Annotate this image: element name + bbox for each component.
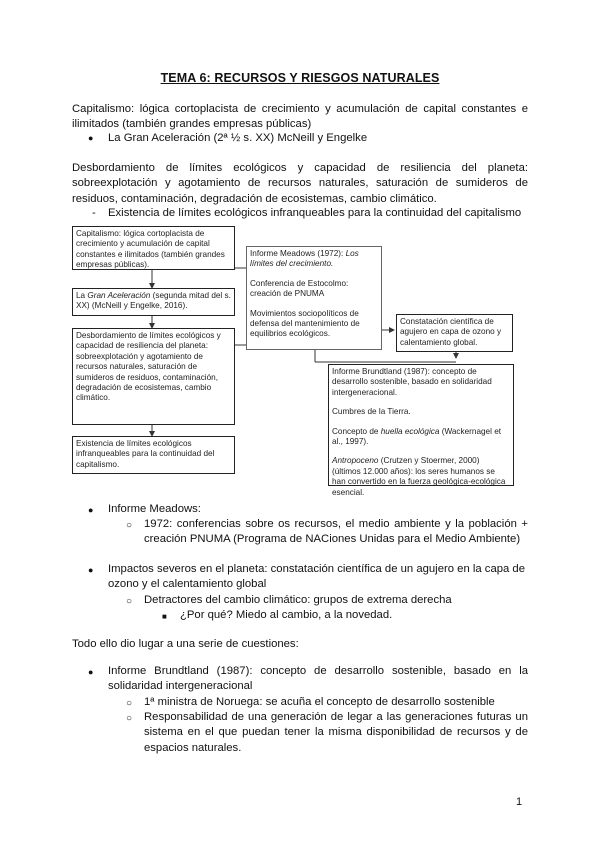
porque-item: ¿Por qué? Miedo al cambio, a la novedad. [180,609,393,621]
huella-pre: Concepto de [332,426,381,436]
diagram-box-brundtland [328,364,514,497]
ministra-item: 1ª ministra de Noruega: se acuña el concepto de desarrollo sostenible [144,696,495,708]
box2-pre: La [76,291,88,300]
box-meadows-text [250,249,378,270]
box2-post: (segunda mitad del s. XX) (McNeill y Engelke, 2016). [76,291,231,311]
limites-item: Existencia de límites ecológicos infranqueables para la continuidad del capitalismo [108,207,522,219]
page-number: 1 [516,796,523,808]
box-antropoceno-text [332,456,510,498]
meadows-item: Informe Meadows: [108,503,201,515]
bullet-marker: ● [88,667,94,677]
box2-em: Gran Aceleración [87,291,151,300]
diagram-box-meadows [246,246,382,350]
desbordamiento-paragraph: Desbordamiento de límites ecológicos y capacidad de resiliencia del planeta: sobreexplotación y agotamiento de recursos naturales, saturación de sumideros de residuos, contaminación, degradación de ecosistemas, cambio climático. [72,162,528,205]
brundtland-item: Informe Brundtland (1987): concepto de desarrollo sostenible, basado en la solidaridad intergeneracional [108,665,528,693]
bullet-marker: ● [88,565,94,575]
meadows-sub-item: 1972: conferencias sobre os recursos, el medio ambiente y la población + creación PNUMA (Programa de NACiones Unidas para el Medio Ambiente) [144,518,528,546]
square-marker: ■ [162,612,167,621]
antro-post: (Crutzen y Stoermer, 2000) (últimos 12.000 años): los seres humanos se han convertido en la fuerza geológica-ecológica esencial. [332,456,506,497]
impactos-item: Impactos severos en el planeta: constatación científica de un agujero en la capa de ozono y el calentamiento global [108,563,525,591]
box-gran-aceleracion-text [76,291,231,312]
box-capitalismo-text: Capitalismo: lógica cortoplacista de crecimiento y acumulación de capital constantes e ilimitados (también grandes empresas públicas). [76,229,225,270]
meadows-pre: Informe Meadows (1972): [250,249,346,258]
responsabilidad-item: Responsabilidad de una generación de legar a las generaciones futuras un sistema en el que puedan tener la misma disponibilidad de recursos y de espacios naturales. [144,711,528,754]
huella-em: huella ecológica [380,426,440,436]
capitalismo-paragraph: Capitalismo: lógica cortoplacista de crecimiento y acumulación de capital constantes e ilimitados (también grandes empresas públicas) [72,103,528,131]
bullet-marker: ● [88,133,94,143]
bullet-marker: ● [88,505,94,515]
diagram-box-limites [72,436,235,474]
meadows-em: Los límites del crecimiento. [250,249,359,269]
circle-marker: ○ [126,520,133,531]
diagram-box-constatacion [396,314,513,352]
box-limites-text: Existencia de límites ecológicos infranqueables para la continuidad del capitalismo. [76,439,215,469]
diagram-box-gran-aceleracion [72,288,235,316]
huella-post: (Wackernagel et al., 1997). [332,426,502,447]
circle-marker: ○ [126,713,133,724]
box-movimientos-text: Movimientos sociopolíticos de defensa del mantenimiento de equilibrios ecológicos. [250,308,360,339]
gran-aceleracion-item: La Gran Aceleración (2ª ½ s. XX) McNeill y Engelke [108,132,368,144]
dash-marker: - [92,207,96,219]
circle-marker: ○ [126,698,133,709]
box-estocolmo-text: Conferencia de Estocolmo: creación de PNUMA [250,278,349,299]
box-cumbres-text: Cumbres de la Tierra. [332,407,411,417]
document-title: TEMA 6: RECURSOS Y RIESGOS NATURALES [160,71,440,85]
detractores-item: Detractores del cambio climático: grupos de extrema derecha [144,594,452,606]
box-brundtland-text: Informe Brundtland (1987): concepto de desarrollo sostenible, basado en solidaridad intergeneracional. [332,367,492,397]
diagram-box-desbordamiento [72,328,235,425]
box-desbordamiento-text: Desbordamiento de límites ecológicos y capacidad de resiliencia del planeta: sobreexplotación y agotamiento de recursos naturales, saturación de sumideros de residuos, contaminación, degradación de ecosistemas, cambio climático. [76,331,221,403]
circle-marker: ○ [126,596,133,607]
box-constatacion-text: Constatación científica de agujero en capa de ozono y calentamiento global. [400,317,502,347]
antro-em: Antropoceno [332,456,379,466]
box-huella-text [332,427,510,448]
todo-paragraph: Todo ello dio lugar a una serie de cuestiones: [72,638,299,650]
diagram-box-capitalismo [72,226,235,270]
